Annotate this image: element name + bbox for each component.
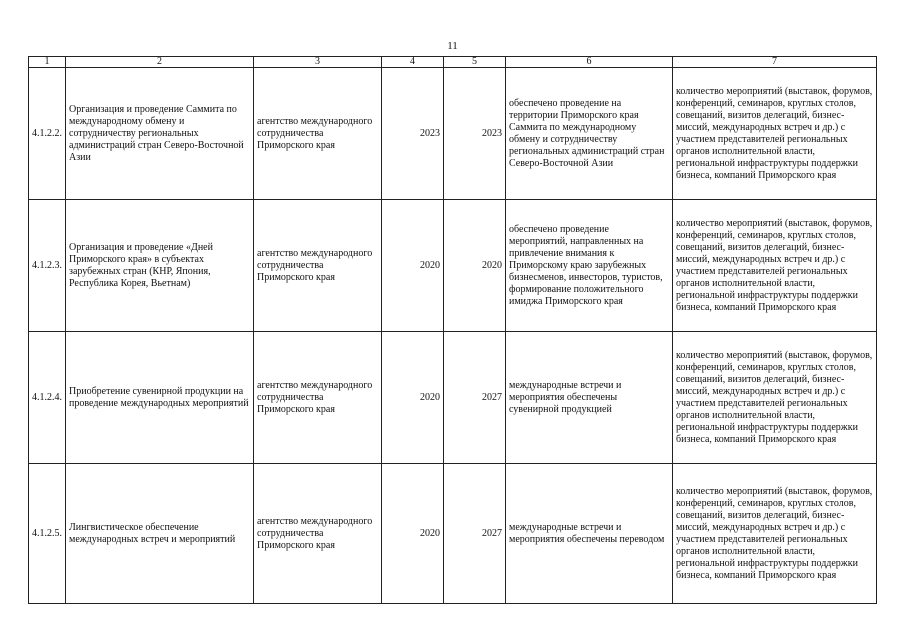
page-number: 11 xyxy=(447,40,458,52)
end-year: 2023 xyxy=(444,68,506,200)
measure-executor: агентство международного сотрудничества Приморского края xyxy=(254,464,382,604)
indicator: количество мероприятий (выставок, форумов, конференций, семинаров, круглых столов, совещаний, визитов делегаций, бизнес-миссий, международных встреч и др.) с участием представителей региональных органов исполнительной власти, региональной инфраструктуры поддержки бизнеса, компаний Приморского края xyxy=(673,464,877,604)
measures-table xyxy=(28,56,877,604)
table-header-row xyxy=(29,57,877,68)
table-row xyxy=(29,68,877,200)
measure-number: 4.1.2.5. xyxy=(29,464,66,604)
indicator: количество мероприятий (выставок, форумов, конференций, семинаров, круглых столов, совещаний, визитов делегаций, бизнес-миссий, международных встреч и др.) с участием представителей региональных органов исполнительной власти, региональной инфраструктуры поддержки бизнеса, компаний Приморского края xyxy=(673,332,877,464)
column-header: 5 xyxy=(444,57,506,68)
start-year: 2020 xyxy=(382,332,444,464)
column-header: 3 xyxy=(254,57,382,68)
measure-executor: агентство международного сотрудничества Приморского края xyxy=(254,68,382,200)
table-row xyxy=(29,464,877,604)
measure-name: Организация и проведение «Дней Приморского края» в субъектах зарубежных стран (КНР, Япония, Республика Корея, Вьетнам) xyxy=(66,200,254,332)
measure-executor: агентство международного сотрудничества Приморского края xyxy=(254,332,382,464)
start-year: 2020 xyxy=(382,200,444,332)
table-row xyxy=(29,200,877,332)
column-header: 6 xyxy=(506,57,673,68)
table-row xyxy=(29,332,877,464)
expected-result: обеспечено проведение на территории Приморского края Саммита по международному обмену и сотрудничеству региональных администраций стран Северо-Восточной Азии xyxy=(506,68,673,200)
column-header: 1 xyxy=(29,57,66,68)
expected-result: обеспечено проведение мероприятий, направленных на привлечение внимания к Приморскому краю зарубежных бизнесменов, инвесторов, туристов, формирование положительного имиджа Приморского края xyxy=(506,200,673,332)
end-year: 2027 xyxy=(444,332,506,464)
indicator: количество мероприятий (выставок, форумов, конференций, семинаров, круглых столов, совещаний, визитов делегаций, бизнес-миссий, международных встреч и др.) с участием представителей региональных органов исполнительной власти, региональной инфраструктуры поддержки бизнеса, компаний Приморского края xyxy=(673,200,877,332)
end-year: 2027 xyxy=(444,464,506,604)
measure-number: 4.1.2.2. xyxy=(29,68,66,200)
measure-name: Лингвистическое обеспечение международных встреч и мероприятий xyxy=(66,464,254,604)
expected-result: международные встречи и мероприятия обеспечены сувенирной продукцией xyxy=(506,332,673,464)
measure-executor: агентство международного сотрудничества Приморского края xyxy=(254,200,382,332)
column-header: 7 xyxy=(673,57,877,68)
start-year: 2023 xyxy=(382,68,444,200)
indicator: количество мероприятий (выставок, форумов, конференций, семинаров, круглых столов, совещаний, визитов делегаций, бизнес-миссий, международных встреч и др.) с участием представителей региональных органов исполнительной власти, региональной инфраструктуры поддержки бизнеса, компаний Приморского края xyxy=(673,68,877,200)
column-header: 2 xyxy=(66,57,254,68)
measure-number: 4.1.2.3. xyxy=(29,200,66,332)
measure-name: Организация и проведение Саммита по международному обмену и сотрудничеству региональных администраций стран Северо-Восточной Азии xyxy=(66,68,254,200)
start-year: 2020 xyxy=(382,464,444,604)
column-header: 4 xyxy=(382,57,444,68)
measure-name: Приобретение сувенирной продукции на проведение международных мероприятий xyxy=(66,332,254,464)
end-year: 2020 xyxy=(444,200,506,332)
expected-result: международные встречи и мероприятия обеспечены переводом xyxy=(506,464,673,604)
measure-number: 4.1.2.4. xyxy=(29,332,66,464)
